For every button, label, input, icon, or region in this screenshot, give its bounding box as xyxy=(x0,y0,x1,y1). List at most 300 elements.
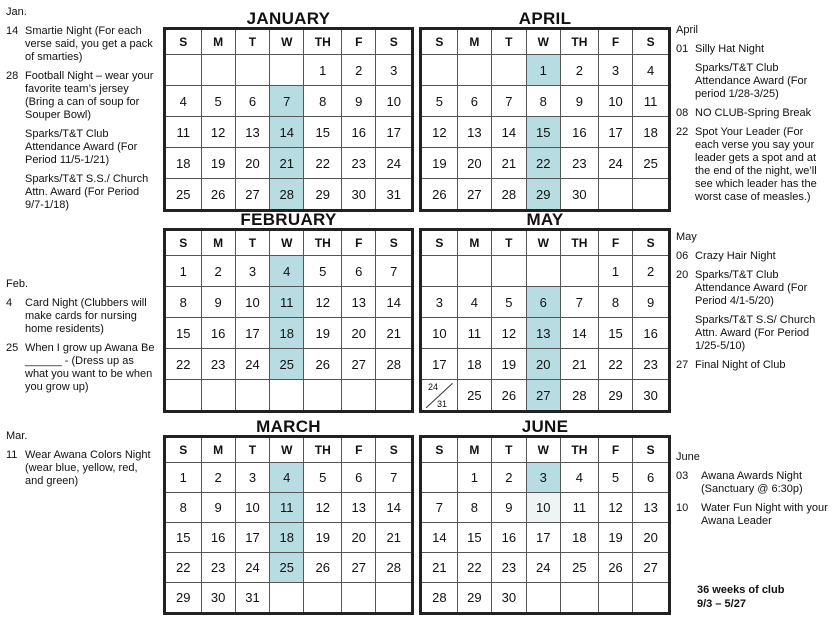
note-text: Silly Hat Night xyxy=(695,43,765,55)
day-cell: 11 xyxy=(165,117,202,148)
note-text: Awana Awards Night (Sanctuary @ 6:30p) xyxy=(701,470,803,495)
day-cell: 15 xyxy=(165,318,202,349)
weekday-header: F xyxy=(598,29,632,55)
day-cell: 17 xyxy=(376,117,413,148)
empty-cell xyxy=(270,583,304,614)
club-date-range: 9/3 – 5/27 xyxy=(697,598,746,610)
day-cell: 27 xyxy=(633,553,670,583)
day-cell: 26 xyxy=(201,179,235,211)
weekday-header: M xyxy=(201,29,235,55)
day-cell: 7 xyxy=(560,287,598,318)
day-cell: 26 xyxy=(304,553,342,583)
day-cell: 28 xyxy=(421,583,458,614)
day-cell: 2 xyxy=(201,256,235,287)
month-title: APRIL xyxy=(518,9,572,28)
day-cell: 2 xyxy=(560,55,598,86)
day-cell: 11 xyxy=(270,493,304,523)
weekday-header: W xyxy=(270,437,304,463)
note-text: Spot Your Leader (For each verse you say your leader gets a spot and at the end of the night, we’ll see which leader has the worst case of measles.) xyxy=(695,126,817,203)
day-cell: 10 xyxy=(235,493,269,523)
day-cell: 2 xyxy=(633,256,670,287)
day-cell: 15 xyxy=(526,117,560,148)
day-cell: 1 xyxy=(304,55,342,86)
day-cell: 9 xyxy=(633,287,670,318)
note-day: 08 xyxy=(676,107,689,119)
day-cell: 4 xyxy=(270,256,304,287)
day-cell: 16 xyxy=(560,117,598,148)
day-cell: 10 xyxy=(598,86,632,117)
note-item xyxy=(6,297,158,336)
day-cell: 24 xyxy=(235,349,269,380)
weekday-header: S xyxy=(633,437,670,463)
weekday-header: S xyxy=(421,29,458,55)
note-day: 27 xyxy=(676,359,689,371)
empty-cell xyxy=(165,380,202,412)
note-text: Final Night of Club xyxy=(695,359,786,371)
day-cell: 23 xyxy=(201,553,235,583)
day-cell: 25 xyxy=(165,179,202,211)
weekday-header: TH xyxy=(304,437,342,463)
day-cell-combined xyxy=(421,380,458,412)
day-cell: 12 xyxy=(304,287,342,318)
note-item xyxy=(676,269,828,308)
day-cell: 4 xyxy=(165,86,202,117)
empty-cell xyxy=(560,256,598,287)
weekday-header: T xyxy=(492,230,526,256)
day-cell: 18 xyxy=(270,318,304,349)
day-cell: 31 xyxy=(376,179,413,211)
day-cell: 29 xyxy=(304,179,342,211)
day-cell: 20 xyxy=(457,148,491,179)
day-cell: 3 xyxy=(376,55,413,86)
day-cell: 3 xyxy=(526,463,560,493)
day-cell: 8 xyxy=(457,493,491,523)
note-item xyxy=(6,25,158,64)
note-day: 03 xyxy=(676,470,689,482)
empty-cell xyxy=(457,55,491,86)
day-cell: 11 xyxy=(633,86,670,117)
day-cell: 17 xyxy=(526,523,560,553)
empty-cell xyxy=(598,179,632,211)
note-text: When I grow up Awana Be ______ - (Dress up as what you want to be when you grow up) xyxy=(25,342,155,393)
day-cell: 21 xyxy=(560,349,598,380)
day-cell: 30 xyxy=(492,583,526,614)
empty-cell xyxy=(492,256,526,287)
note-item xyxy=(676,126,828,204)
month-grid xyxy=(419,228,671,413)
empty-cell xyxy=(421,256,458,287)
day-cell: 11 xyxy=(270,287,304,318)
weekday-header: W xyxy=(270,29,304,55)
day-cell: 10 xyxy=(376,86,413,117)
note-item xyxy=(676,250,828,263)
day-cell: 30 xyxy=(342,179,376,211)
weekday-header: M xyxy=(457,29,491,55)
notes-february xyxy=(6,278,158,400)
weekday-header: S xyxy=(421,437,458,463)
empty-cell xyxy=(421,463,458,493)
empty-cell xyxy=(526,256,560,287)
note-text: Wear Awana Colors Night (wear blue, yellow, red, and green) xyxy=(25,449,151,487)
day-cell: 3 xyxy=(421,287,458,318)
month-label: Jan. xyxy=(6,6,27,18)
day-cell: 23 xyxy=(342,148,376,179)
calendar-may xyxy=(419,211,671,413)
weekday-header: S xyxy=(376,29,413,55)
day-cell: 13 xyxy=(633,493,670,523)
weekday-header: TH xyxy=(560,437,598,463)
club-summary xyxy=(697,583,784,611)
day-cell: 14 xyxy=(492,117,526,148)
note-day: 20 xyxy=(676,269,689,281)
day-cell: 25 xyxy=(457,380,491,412)
day-cell: 4 xyxy=(560,463,598,493)
note-day: 06 xyxy=(676,250,689,262)
day-cell: 24 xyxy=(526,553,560,583)
month-title: FEBRUARY xyxy=(240,210,337,229)
day-cell: 19 xyxy=(421,148,458,179)
day-cell: 10 xyxy=(526,493,560,523)
month-grid xyxy=(419,435,671,615)
day-cell: 18 xyxy=(633,117,670,148)
day-cell: 29 xyxy=(526,179,560,211)
day-cell: 13 xyxy=(526,318,560,349)
weekday-header: S xyxy=(165,29,202,55)
day-cell: 30 xyxy=(201,583,235,614)
note-item xyxy=(676,107,828,120)
weekday-header: F xyxy=(598,437,632,463)
day-cell: 21 xyxy=(270,148,304,179)
day-cell: 7 xyxy=(270,86,304,117)
weekday-header: TH xyxy=(304,230,342,256)
day-cell: 6 xyxy=(457,86,491,117)
day-number: 24 xyxy=(428,382,439,392)
empty-cell xyxy=(421,55,458,86)
empty-cell xyxy=(165,55,202,86)
day-cell: 22 xyxy=(598,349,632,380)
day-cell: 23 xyxy=(201,349,235,380)
day-cell: 14 xyxy=(376,287,413,318)
empty-cell xyxy=(201,55,235,86)
weekday-header: S xyxy=(165,437,202,463)
day-cell: 18 xyxy=(560,523,598,553)
day-cell: 14 xyxy=(421,523,458,553)
calendar-march xyxy=(163,418,414,615)
day-cell: 23 xyxy=(492,553,526,583)
day-cell: 17 xyxy=(421,349,458,380)
day-cell: 4 xyxy=(633,55,670,86)
day-cell: 3 xyxy=(598,55,632,86)
empty-cell xyxy=(270,55,304,86)
day-cell: 31 xyxy=(235,583,269,614)
day-cell: 12 xyxy=(304,493,342,523)
day-cell: 20 xyxy=(526,349,560,380)
note-item xyxy=(6,342,158,394)
weekday-header: W xyxy=(270,230,304,256)
day-cell: 15 xyxy=(165,523,202,553)
month-label: Mar. xyxy=(6,430,28,442)
empty-cell xyxy=(304,380,342,412)
day-cell: 19 xyxy=(304,523,342,553)
day-cell: 2 xyxy=(492,463,526,493)
weekday-header: W xyxy=(526,437,560,463)
note-text: Card Night (Clubbers will make cards for nursing home residents) xyxy=(25,297,147,335)
day-cell: 30 xyxy=(633,380,670,412)
day-cell: 18 xyxy=(457,349,491,380)
day-cell: 5 xyxy=(598,463,632,493)
day-cell: 16 xyxy=(201,523,235,553)
day-cell: 19 xyxy=(201,148,235,179)
month-title: MAY xyxy=(526,210,564,229)
note-item xyxy=(6,173,158,212)
weekday-header: T xyxy=(235,230,269,256)
empty-cell xyxy=(270,380,304,412)
weekday-header: S xyxy=(376,230,413,256)
day-cell: 9 xyxy=(560,86,598,117)
day-cell: 17 xyxy=(235,523,269,553)
day-cell: 5 xyxy=(421,86,458,117)
day-cell: 5 xyxy=(201,86,235,117)
weekday-header: S xyxy=(633,230,670,256)
empty-cell xyxy=(342,380,376,412)
notes-january xyxy=(6,6,158,218)
empty-cell xyxy=(598,583,632,614)
day-cell: 13 xyxy=(235,117,269,148)
day-cell: 26 xyxy=(421,179,458,211)
day-cell: 3 xyxy=(235,256,269,287)
day-cell: 28 xyxy=(376,349,413,380)
day-cell: 8 xyxy=(165,287,202,318)
weekday-header: F xyxy=(342,29,376,55)
day-cell: 20 xyxy=(235,148,269,179)
day-cell: 8 xyxy=(526,86,560,117)
weekday-header: TH xyxy=(304,29,342,55)
weekday-header: M xyxy=(457,437,491,463)
note-day: 25 xyxy=(6,342,19,354)
note-text: NO CLUB-Spring Break xyxy=(695,107,812,119)
calendar-january xyxy=(163,10,414,212)
day-cell: 21 xyxy=(376,318,413,349)
day-cell: 21 xyxy=(376,523,413,553)
day-cell: 11 xyxy=(560,493,598,523)
empty-cell xyxy=(633,179,670,211)
day-cell: 17 xyxy=(598,117,632,148)
note-text: Sparks/T&T Club Attendance Award (For Period 11/5-1/21) xyxy=(25,128,138,166)
day-cell: 8 xyxy=(165,493,202,523)
empty-cell xyxy=(235,55,269,86)
month-grid xyxy=(163,228,414,413)
day-cell: 8 xyxy=(304,86,342,117)
notes-june xyxy=(676,451,828,534)
note-text: Water Fun Night with your Awana Leader xyxy=(701,502,828,527)
day-cell: 22 xyxy=(165,553,202,583)
note-day: 28 xyxy=(6,70,19,82)
day-cell: 3 xyxy=(235,463,269,493)
day-cell: 20 xyxy=(342,523,376,553)
day-cell: 27 xyxy=(526,380,560,412)
weekday-header: S xyxy=(165,230,202,256)
day-cell: 9 xyxy=(201,287,235,318)
empty-cell xyxy=(457,256,491,287)
day-cell: 10 xyxy=(421,318,458,349)
day-cell: 22 xyxy=(457,553,491,583)
day-cell: 19 xyxy=(598,523,632,553)
day-cell: 25 xyxy=(560,553,598,583)
day-cell: 16 xyxy=(492,523,526,553)
day-cell: 23 xyxy=(560,148,598,179)
day-cell: 4 xyxy=(457,287,491,318)
day-cell: 7 xyxy=(492,86,526,117)
weekday-header: S xyxy=(421,230,458,256)
day-cell: 29 xyxy=(165,583,202,614)
weekday-header: M xyxy=(201,437,235,463)
note-day: 10 xyxy=(676,502,689,514)
weekday-header: TH xyxy=(560,230,598,256)
day-cell: 16 xyxy=(633,318,670,349)
day-cell: 26 xyxy=(598,553,632,583)
day-cell: 25 xyxy=(633,148,670,179)
month-label: June xyxy=(676,451,700,463)
note-text: Smartie Night (For each verse said, you get a pack of smarties) xyxy=(25,25,153,63)
notes-april xyxy=(676,24,828,210)
day-cell: 14 xyxy=(270,117,304,148)
day-cell: 15 xyxy=(457,523,491,553)
day-cell: 7 xyxy=(376,256,413,287)
day-cell: 1 xyxy=(165,463,202,493)
day-cell: 27 xyxy=(342,349,376,380)
day-cell: 20 xyxy=(342,318,376,349)
day-cell: 9 xyxy=(201,493,235,523)
day-cell: 1 xyxy=(165,256,202,287)
note-day: 22 xyxy=(676,126,689,138)
day-number: 31 xyxy=(437,399,448,409)
weekday-header: W xyxy=(526,29,560,55)
weekday-header: TH xyxy=(560,29,598,55)
day-cell: 14 xyxy=(560,318,598,349)
day-cell: 12 xyxy=(201,117,235,148)
day-cell: 11 xyxy=(457,318,491,349)
day-cell: 2 xyxy=(201,463,235,493)
empty-cell xyxy=(201,380,235,412)
day-cell: 12 xyxy=(421,117,458,148)
note-item xyxy=(676,314,828,353)
note-text: Sparks/T&T S.S./ Church Attn. Award (For Period 9/7-1/18) xyxy=(25,173,149,211)
day-cell: 6 xyxy=(633,463,670,493)
day-cell: 1 xyxy=(526,55,560,86)
day-cell: 16 xyxy=(201,318,235,349)
day-cell: 22 xyxy=(165,349,202,380)
day-cell: 6 xyxy=(526,287,560,318)
empty-cell xyxy=(235,380,269,412)
empty-cell xyxy=(376,380,413,412)
empty-cell xyxy=(526,583,560,614)
weekday-header: F xyxy=(342,230,376,256)
empty-cell xyxy=(633,583,670,614)
note-item xyxy=(6,449,158,488)
month-label: May xyxy=(676,231,697,243)
month-title: JUNE xyxy=(521,417,569,436)
day-cell: 22 xyxy=(526,148,560,179)
weeks-of-club: 36 weeks of club xyxy=(697,584,785,596)
day-cell: 6 xyxy=(342,463,376,493)
day-cell: 20 xyxy=(633,523,670,553)
note-item xyxy=(676,470,828,496)
note-item xyxy=(676,43,828,56)
day-cell: 2 xyxy=(342,55,376,86)
weekday-header: S xyxy=(376,437,413,463)
day-cell: 18 xyxy=(270,523,304,553)
day-cell: 23 xyxy=(633,349,670,380)
day-cell: 13 xyxy=(342,287,376,318)
day-cell: 9 xyxy=(342,86,376,117)
day-cell: 4 xyxy=(270,463,304,493)
weekday-header: W xyxy=(526,230,560,256)
day-cell: 12 xyxy=(598,493,632,523)
note-text: Sparks/T&T Club Attendance Award (For Period 4/1-5/20) xyxy=(695,269,808,307)
note-text: Crazy Hair Night xyxy=(695,250,776,262)
empty-cell xyxy=(342,583,376,614)
day-cell: 17 xyxy=(235,318,269,349)
day-cell: 6 xyxy=(342,256,376,287)
day-cell: 16 xyxy=(342,117,376,148)
weekday-header: T xyxy=(492,29,526,55)
note-day: 14 xyxy=(6,25,19,37)
empty-cell xyxy=(492,55,526,86)
day-cell: 12 xyxy=(492,318,526,349)
calendar-february xyxy=(163,211,414,413)
weekday-header: T xyxy=(235,437,269,463)
day-cell: 14 xyxy=(376,493,413,523)
day-cell: 26 xyxy=(304,349,342,380)
day-cell: 15 xyxy=(304,117,342,148)
day-cell: 7 xyxy=(376,463,413,493)
empty-cell xyxy=(376,583,413,614)
day-cell: 8 xyxy=(598,287,632,318)
month-label: Feb. xyxy=(6,278,29,290)
day-cell: 6 xyxy=(235,86,269,117)
day-cell: 24 xyxy=(598,148,632,179)
weekday-header: M xyxy=(201,230,235,256)
day-cell: 1 xyxy=(457,463,491,493)
day-cell: 29 xyxy=(598,380,632,412)
note-item xyxy=(676,62,828,101)
day-cell: 5 xyxy=(304,463,342,493)
note-day: 11 xyxy=(6,449,18,461)
day-cell: 13 xyxy=(457,117,491,148)
day-cell: 24 xyxy=(235,553,269,583)
weekday-header: F xyxy=(598,230,632,256)
day-cell: 21 xyxy=(421,553,458,583)
note-text: Football Night – wear your favorite team’s jersey (Bring a can of soup for Souper Bowl) xyxy=(25,70,154,121)
day-cell: 25 xyxy=(270,553,304,583)
note-item xyxy=(676,502,828,528)
calendar-june xyxy=(419,418,671,615)
day-cell: 21 xyxy=(492,148,526,179)
day-cell: 18 xyxy=(165,148,202,179)
note-text: Sparks/T&T Club Attendance Award (For period 1/28-3/25) xyxy=(695,62,808,100)
day-cell: 27 xyxy=(235,179,269,211)
day-cell: 27 xyxy=(457,179,491,211)
day-cell: 28 xyxy=(560,380,598,412)
note-text: Sparks/T&T S.S/ Church Attn. Award (For Period 1/25-5/10) xyxy=(695,314,816,352)
note-item xyxy=(6,128,158,167)
day-cell: 1 xyxy=(598,256,632,287)
note-item xyxy=(676,359,828,372)
day-cell: 19 xyxy=(304,318,342,349)
month-label: April xyxy=(676,24,699,36)
note-item xyxy=(6,70,158,122)
month-grid xyxy=(419,27,671,212)
